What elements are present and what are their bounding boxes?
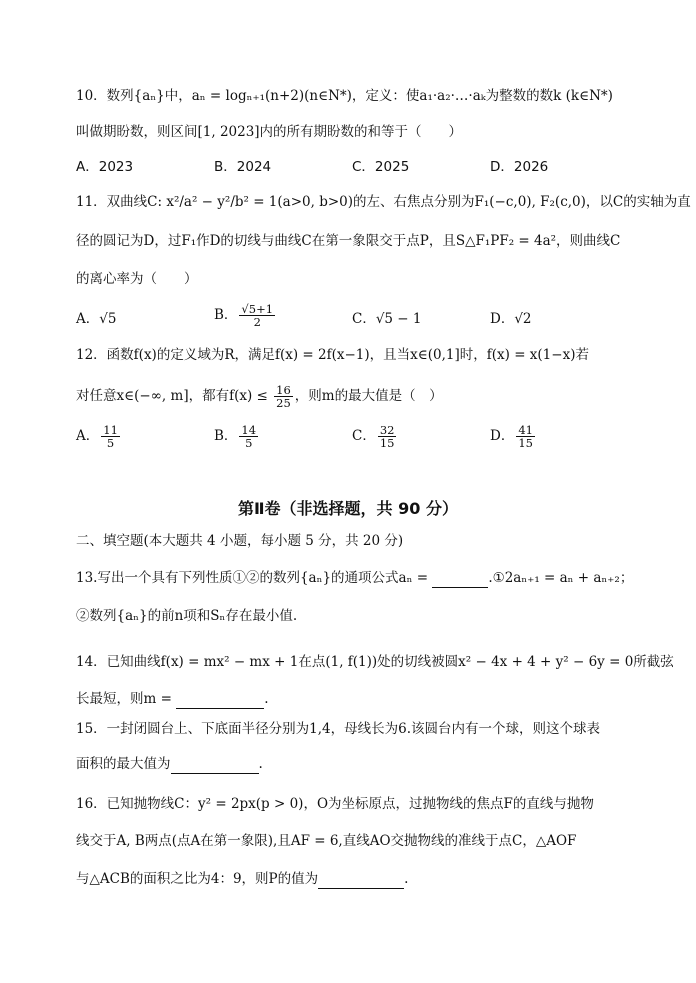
- q12-choice-c-fraction: [378, 424, 397, 449]
- q10-choice-a[interactable]: A．2023: [76, 159, 134, 175]
- q12-line-2: [76, 384, 636, 409]
- q15-line-2-pre: 面积的最大值为: [76, 756, 171, 772]
- q15-line-2: [76, 754, 636, 774]
- q12-choice-c[interactable]: [352, 424, 398, 449]
- q16-line-1: 16．已知抛物线C：y² = 2px(p > 0)，O为坐标原点，过抛物线的焦点F的直线与抛物: [76, 796, 594, 812]
- q16-answer-blank[interactable]: [318, 872, 404, 889]
- q10-choice-c[interactable]: C．2025: [352, 159, 410, 175]
- q15-line-2-post: .: [258, 756, 263, 772]
- q11-line-3: 的离心率为（ ）: [76, 271, 198, 287]
- q12-choice-a-numerator: 11: [103, 423, 118, 437]
- q11-choice-b-denominator: 2: [253, 315, 261, 329]
- q14-line-1: 14．已知曲线f(x) = mx² − mx + 1在点(1, f(1))处的切线被圆x² − 4x + 4 + y² − 6y = 0所截弦: [76, 654, 674, 670]
- q12-choice-a-fraction: [101, 424, 120, 449]
- section-subtitle: 二、填空题(本大题共 4 小题，每小题 5 分，共 20 分): [76, 533, 404, 549]
- q16-line-2: 线交于A, B两点(点A在第一象限),且AF = 6,直线AO交抛物线的准线于点C，△AOF: [76, 833, 577, 849]
- q12-choice-d-numerator: 41: [518, 423, 533, 437]
- q14-line-2-post: .: [264, 691, 269, 707]
- q11-line-1: 11．双曲线C: x²/a² − y²/b² = 1(a>0, b>0)的左、右焦点分别为F₁(−c,0), F₂(c,0)，以C的实轴为直: [76, 194, 691, 210]
- q14-answer-blank[interactable]: [176, 692, 264, 709]
- q12-choice-b-fraction: [239, 424, 258, 449]
- q16-line-3-pre: 与△ACB的面积之比为4：9，则P的值为: [76, 871, 319, 887]
- q11-choice-b-label: B．: [214, 307, 238, 323]
- q16-line-3: [76, 869, 636, 889]
- q10-choice-b[interactable]: B．2024: [214, 159, 272, 175]
- q11-choice-d[interactable]: D．√2: [490, 311, 532, 327]
- q12-choice-b-numerator: 14: [241, 423, 257, 437]
- q12-choices: [76, 424, 636, 460]
- q10-choice-d[interactable]: D．2026: [490, 159, 549, 175]
- q15-answer-blank[interactable]: [171, 757, 259, 774]
- q12-choice-d-denominator: 15: [518, 436, 533, 450]
- q12-choice-b-denominator: 5: [245, 436, 253, 450]
- q12-bound-denominator: 25: [276, 396, 291, 410]
- section-title: 第Ⅱ卷（非选择题，共 90 分）: [238, 499, 458, 518]
- q13-line-1-post: .①2aₙ₊₁ = aₙ + aₙ₊₂；: [488, 570, 634, 586]
- q13-answer-blank[interactable]: [432, 571, 488, 588]
- q13-line-1: [76, 568, 636, 588]
- q12-choice-c-numerator: 32: [379, 423, 395, 437]
- q12-line-2-pre: 对任意x∈(−∞, m]，都有f(x) ≤: [76, 388, 273, 404]
- q12-choice-d-fraction: [516, 424, 535, 449]
- q12-choice-a-denominator: 5: [106, 436, 115, 450]
- q11-choice-b[interactable]: [214, 303, 277, 328]
- q12-bound-numerator: 16: [276, 383, 291, 397]
- q12-choice-b[interactable]: [214, 424, 260, 449]
- q12-line-2-post: ，则m的最大值是（ ）: [294, 388, 443, 404]
- q12-choice-d[interactable]: [490, 424, 537, 449]
- q11-choices: [76, 303, 636, 339]
- q12-choice-a[interactable]: [76, 424, 122, 449]
- q11-choice-a[interactable]: A．√5: [76, 311, 117, 327]
- q13-line-1-pre: 13.写出一个具有下列性质①②的数列{aₙ}的通项公式aₙ =: [76, 570, 433, 586]
- q12-choice-d-label: D．: [490, 428, 515, 444]
- q12-choice-c-label: C．: [352, 428, 376, 444]
- q14-line-2: [76, 689, 636, 709]
- q15-line-1: 15．一封闭圆台上、下底面半径分别为1,4，母线长为6.该圆台内有一个球，则这个球表: [76, 721, 601, 737]
- q11-choice-b-fraction: [239, 303, 275, 328]
- q10-choices: [76, 155, 636, 191]
- q12-choice-a-label: A．: [76, 428, 100, 444]
- q12-choice-b-label: B．: [214, 428, 238, 444]
- q14-line-2-pre: 长最短，则m =: [76, 691, 177, 707]
- q11-choice-b-numerator: √5+1: [241, 302, 274, 316]
- q13-line-2: ②数列{aₙ}的前n项和Sₙ存在最小值.: [76, 608, 298, 624]
- q12-line-1: 12．函数f(x)的定义域为R，满足f(x) = 2f(x−1)，且当x∈(0,1]时，f(x) = x(1−x)若: [76, 347, 589, 363]
- q12-choice-c-denominator: 15: [379, 436, 395, 450]
- q11-choice-c[interactable]: C．√5 − 1: [352, 311, 422, 327]
- q12-bound-fraction: [274, 384, 293, 409]
- q11-line-2: 径的圆记为D，过F₁作D的切线与曲线C在第一象限交于点P，且S△F₁PF₂ = 4a²，则曲线C: [76, 233, 621, 249]
- q10-line-1: 10．数列{aₙ}中，aₙ = logₙ₊₁(n+2)(n∈N*)，定义：使a₁·a₂·…·aₖ为整数的数k (k∈N*): [76, 88, 613, 104]
- q10-line-2: 叫做期盼数，则区间[1, 2023]内的所有期盼数的和等于（ ）: [76, 124, 463, 140]
- q16-line-3-post: .: [404, 871, 409, 887]
